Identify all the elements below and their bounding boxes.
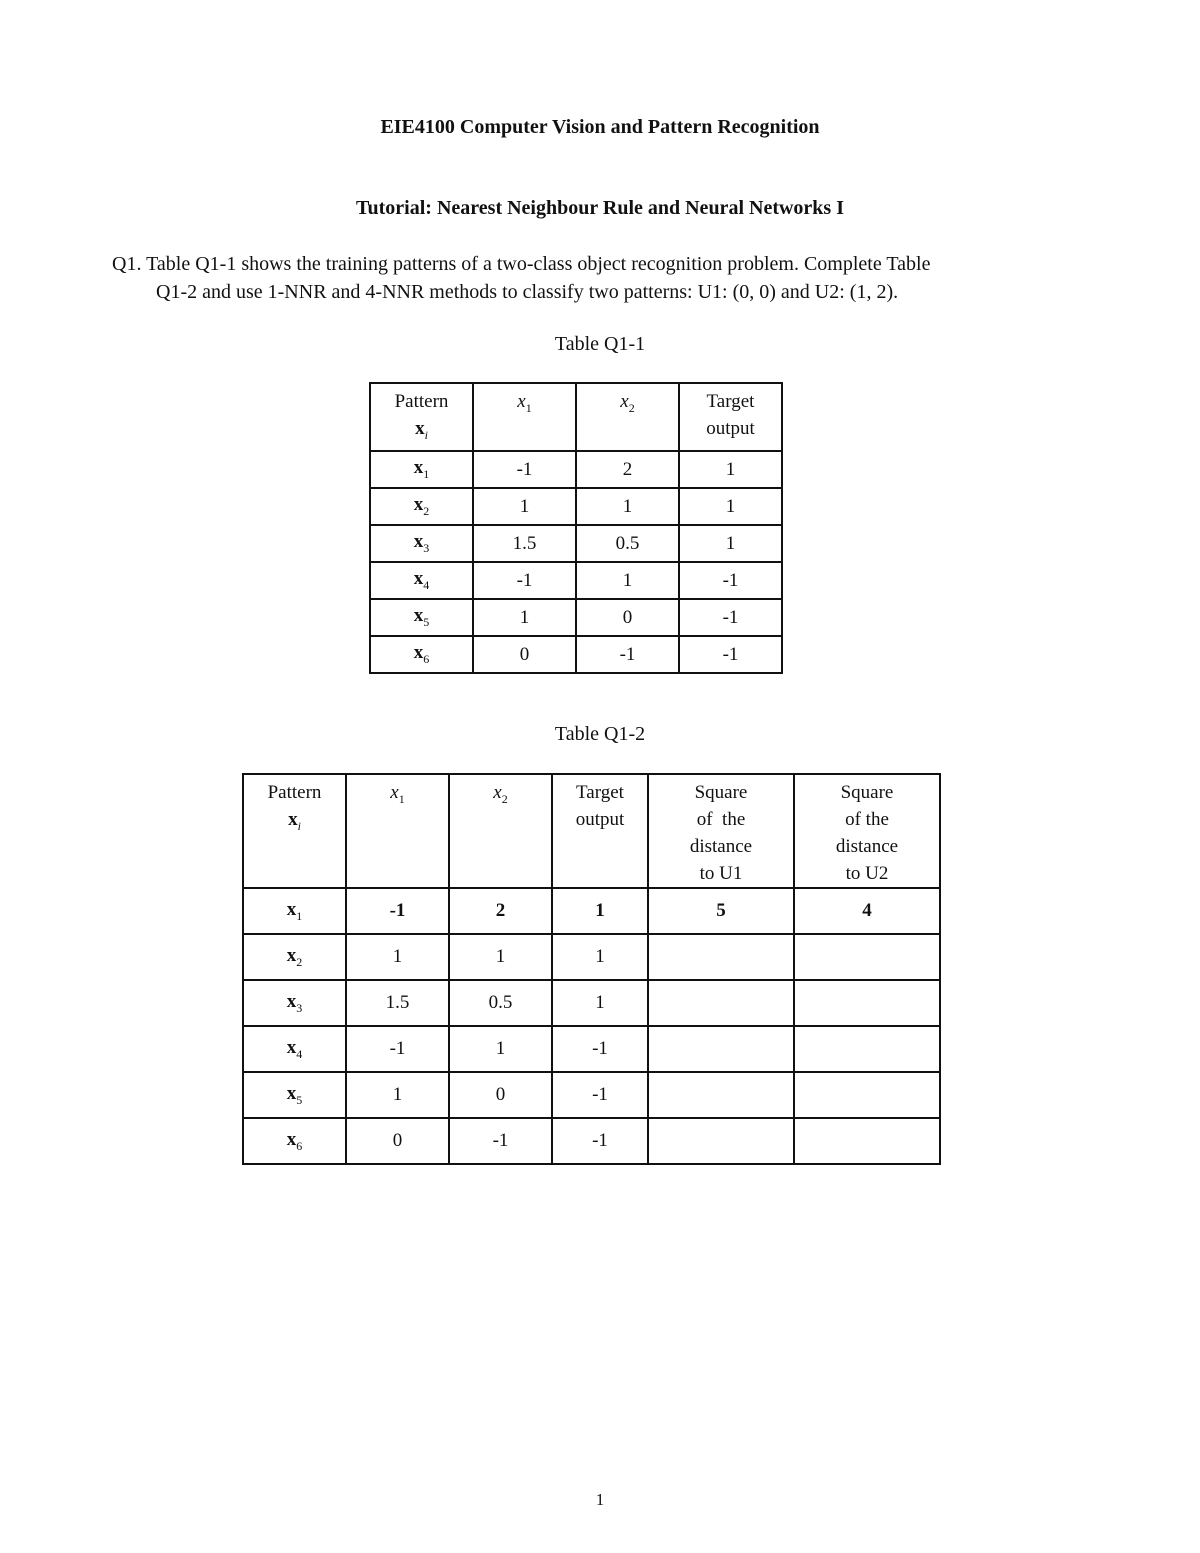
table-header-row [370,383,782,451]
header-x1-symbol: x [390,782,399,803]
target-cell: 1 [679,451,782,488]
x2-cell: -1 [449,1118,552,1164]
header-x2-symbol: x [620,391,629,412]
pattern-subscript: 5 [423,614,430,629]
pattern-subscript: 2 [296,954,303,969]
x1-cell: -1 [346,1026,449,1072]
header-pattern-label: Pattern [394,391,449,412]
table-row [370,562,782,599]
distance-u2-cell[interactable] [794,1026,940,1072]
header-pattern-subscript: i [297,818,301,833]
table-row [370,599,782,636]
header-x1 [346,774,449,888]
pattern-cell [243,888,346,934]
table-q1-2-caption: Table Q1-2 [554,723,646,745]
question-line-2: Q1-2 and use 1-NNR and 4-NNR methods to classify two patterns: U1: (0, 0) and U2: (1, 2). [156,281,899,303]
table-row [243,1026,940,1072]
tutorial-title: Tutorial: Nearest Neighbour Rule and Neural Networks I [356,197,844,219]
x2-cell: 0.5 [449,980,552,1026]
x2-cell: 1 [449,1026,552,1072]
distance-u2-cell[interactable] [794,980,940,1026]
distance-u2-cell[interactable] [794,1118,940,1164]
x2-cell: 1 [576,488,679,525]
target-cell: 1 [552,888,648,934]
target-cell: -1 [679,599,782,636]
pattern-cell [243,980,346,1026]
pattern-subscript: 5 [296,1092,303,1107]
table-row [243,1072,940,1118]
pattern-symbol: x [413,531,424,553]
header-x2 [576,383,679,451]
x1-cell: 1 [346,1072,449,1118]
header-distance-u1-line-2: of the [696,809,746,830]
header-pattern [370,383,473,451]
header-distance-u2-line-1: Square [840,782,894,803]
pattern-subscript: 4 [296,1046,303,1061]
table-row [243,1118,940,1164]
header-distance-u1-line-3: distance [689,836,753,857]
target-cell: 1 [552,980,648,1026]
x2-cell: 0 [576,599,679,636]
distance-u1-cell[interactable] [648,934,794,980]
table-row [243,888,940,934]
header-x1-subscript: 1 [398,791,405,806]
table-row [370,525,782,562]
target-cell: -1 [679,562,782,599]
header-pattern-label: Pattern [267,782,322,803]
distance-u1-cell[interactable] [648,1026,794,1072]
course-title: EIE4100 Computer Vision and Pattern Recognition [380,116,820,138]
x2-cell: 1 [576,562,679,599]
distance-u1-cell[interactable] [648,980,794,1026]
header-distance-u2-line-3: distance [835,836,899,857]
target-cell: 1 [679,488,782,525]
header-x1-subscript: 1 [525,400,532,415]
header-distance-u1-line-4: to U1 [699,863,743,884]
pattern-symbol: x [286,1036,297,1058]
table-row [243,980,940,1026]
header-x2 [449,774,552,888]
pattern-subscript: 6 [423,651,430,666]
pattern-cell [370,599,473,636]
x2-cell: 0 [449,1072,552,1118]
x2-cell: 0.5 [576,525,679,562]
target-cell: -1 [552,1026,648,1072]
x1-cell: -1 [473,451,576,488]
x2-cell: 2 [576,451,679,488]
pattern-cell [370,636,473,673]
page-number: 1 [595,1490,605,1509]
header-pattern [243,774,346,888]
header-x1 [473,383,576,451]
table-row [370,451,782,488]
table-header-row [243,774,940,888]
x1-cell: 1 [473,599,576,636]
header-target-line-1: Target [706,391,755,412]
header-x2-subscript: 2 [628,400,635,415]
pattern-subscript: 1 [423,466,430,481]
pattern-symbol: x [413,642,424,664]
pattern-subscript: 3 [296,1000,303,1015]
x2-cell: -1 [576,636,679,673]
header-pattern-subscript: i [424,427,428,442]
table-q1-2 [242,773,941,1165]
pattern-symbol: x [413,494,424,516]
distance-u2-cell[interactable] [794,1072,940,1118]
x1-cell: 1.5 [346,980,449,1026]
header-x2-subscript: 2 [501,791,508,806]
pattern-symbol: x [413,605,424,627]
x1-cell: -1 [346,888,449,934]
distance-u1-cell: 5 [648,888,794,934]
pattern-symbol: x [286,898,297,920]
pattern-subscript: 4 [423,577,430,592]
header-pattern-symbol: x [288,809,298,830]
question-line-1: Q1. Table Q1-1 shows the training patterns of a two-class object recognition problem. Complete Table [112,253,931,275]
pattern-cell [370,488,473,525]
x2-cell: 1 [449,934,552,980]
pattern-symbol: x [286,990,297,1012]
header-target [552,774,648,888]
distance-u2-cell: 4 [794,888,940,934]
x1-cell: 0 [473,636,576,673]
target-cell: -1 [552,1118,648,1164]
target-cell: 1 [552,934,648,980]
pattern-cell [243,1072,346,1118]
x2-cell: 2 [449,888,552,934]
target-cell: -1 [552,1072,648,1118]
header-distance-u2-line-2: of the [845,809,889,830]
table-q1-1-caption: Table Q1-1 [554,333,646,355]
header-pattern-symbol: x [415,418,425,439]
target-cell: 1 [679,525,782,562]
pattern-cell [243,1026,346,1072]
pattern-cell [370,525,473,562]
header-distance-u1 [648,774,794,888]
pattern-symbol: x [286,1128,297,1150]
header-target [679,383,782,451]
x1-cell: 0 [346,1118,449,1164]
pattern-subscript: 1 [296,908,303,923]
x1-cell: 1 [473,488,576,525]
distance-u1-cell[interactable] [648,1118,794,1164]
question-q1 [112,250,1102,306]
pattern-cell [370,562,473,599]
pattern-symbol: x [413,568,424,590]
table-row [370,488,782,525]
target-cell: -1 [679,636,782,673]
header-target-line-2: output [575,809,625,830]
pattern-symbol: x [413,457,424,479]
header-distance-u1-line-1: Square [694,782,748,803]
pattern-symbol: x [286,944,297,966]
table-row [243,934,940,980]
distance-u1-cell[interactable] [648,1072,794,1118]
pattern-subscript: 6 [296,1138,303,1153]
header-x2-symbol: x [493,782,502,803]
pattern-subscript: 3 [423,540,430,555]
x1-cell: 1.5 [473,525,576,562]
header-distance-u2-line-4: to U2 [845,863,889,884]
x1-cell: -1 [473,562,576,599]
header-distance-u2 [794,774,940,888]
table-row [370,636,782,673]
table-q1-1 [369,382,783,674]
pattern-symbol: x [286,1082,297,1104]
header-target-line-1: Target [576,782,624,803]
pattern-cell [243,934,346,980]
pattern-cell [243,1118,346,1164]
pattern-cell [370,451,473,488]
x1-cell: 1 [346,934,449,980]
distance-u2-cell[interactable] [794,934,940,980]
header-target-line-2: output [706,418,755,439]
pattern-subscript: 2 [423,503,430,518]
header-x1-symbol: x [517,391,526,412]
